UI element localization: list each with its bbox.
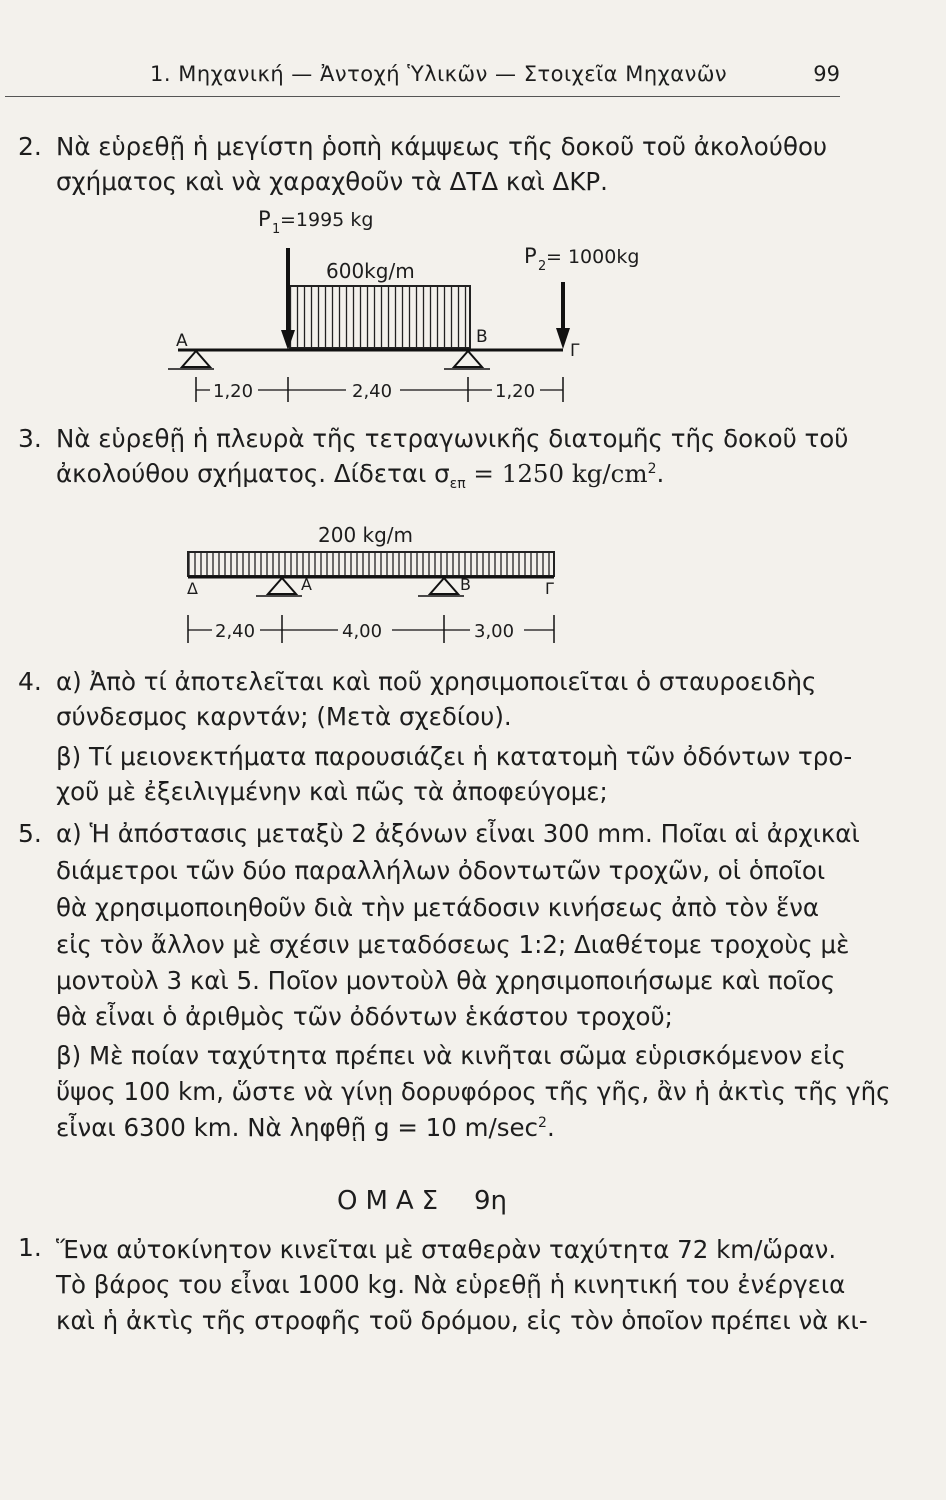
dimension-3: 1,20 [495, 381, 536, 402]
problem-5-line-4: εἰς τὸν ἄλλον μὲ σχέσιν μεταδόσεως 1:2; Διαθέτομε τροχοὺς μὲ [56, 930, 850, 959]
group-title: ΟΜΑΣ [337, 1186, 447, 1216]
problem-5-line-6: θὰ εἶναι ὁ ἀριθμὸς τῶν ὀδόντων ἑκάστου τροχοῦ; [56, 1002, 673, 1031]
problem-5-line-2: διάμετροι τῶν δύο παραλλήλων ὀδοντωτῶν τροχῶν, οἱ ὁποῖοι [56, 856, 826, 885]
p2-label: P [524, 244, 537, 268]
point-g-label-2: Γ [545, 579, 554, 598]
beam-diagram-2 [0, 500, 946, 660]
point-d-label-2: Δ [187, 579, 198, 598]
problem-5-line-9-end: . [546, 1113, 555, 1142]
problem-5-line-1: α) Ἡ ἀπόστασις μεταξὺ 2 ἀξόνων εἶναι 300 mm. Ποῖαι αἱ ἀρχικαὶ [56, 819, 860, 848]
problem-3-line-2-end: . [656, 459, 665, 488]
gravity-exponent: 2 [538, 1114, 547, 1131]
problem-4-line-3: β) Τί μειονεκτήματα παρουσιάζει ἡ κατατομὴ τῶν ὀδόντων τρο- [56, 742, 853, 771]
problem-5-line-9-text: εἶναι 6300 km. Νὰ ληφθῇ g = 10 m/sec [56, 1113, 539, 1142]
p2-arrow-head [556, 328, 570, 349]
load-label-2: 200 kg/m [318, 523, 414, 547]
problem-5-number: 5. [18, 819, 42, 848]
problem-5-line-3: θὰ χρησιμοποιηθοῦν διὰ τὴν μετάδοσιν κινήσεως ἀπὸ τὸν ἕνα [56, 893, 820, 922]
dimension-1: 1,20 [213, 381, 254, 402]
problem-4-line-4: χοῦ μὲ ἐξειλιγμένην καὶ πῶς τὰ ἀποφεύγομε; [56, 777, 608, 806]
support-b-2 [430, 578, 458, 594]
group-problem-1-number: 1. [18, 1233, 42, 1262]
group-problem-1-line-1: Ἕνα αὐτοκίνητον κινεῖται μὲ σταθερὰν ταχύτητα 72 km/ὥραν. [56, 1235, 837, 1264]
problem-3-line-1: Νὰ εὑρεθῇ ἡ πλευρὰ τῆς τετραγωνικῆς διατομῆς τῆς δοκοῦ τοῦ [56, 424, 849, 453]
dimension-2-3: 3,00 [474, 621, 515, 642]
point-a-label-2: A [301, 575, 312, 594]
distributed-load-block-2 [188, 552, 554, 576]
dimension-2-2: 4,00 [342, 621, 383, 642]
problem-3-line-2-text: ἀκολούθου σχήματος. Δίδεται σ [56, 459, 450, 488]
stress-exponent: 2 [647, 460, 657, 477]
sigma-subscript: επ [449, 475, 466, 492]
support-a-1 [182, 351, 210, 367]
support-a-2 [268, 578, 296, 594]
problem-4-number: 4. [18, 667, 42, 696]
point-g-label-1: Γ [570, 341, 580, 361]
distributed-load-block-1 [290, 286, 470, 348]
problem-5-line-8: ὕψος 100 km, ὥστε νὰ γίνῃ δορυφόρος τῆς γῆς, ἂν ἡ ἀκτὶς τῆς γῆς [56, 1077, 891, 1106]
problem-3-number: 3. [18, 424, 42, 453]
point-b-label-1: B [476, 327, 488, 347]
stress-value: = 1250 kg/cm [465, 459, 648, 488]
point-b-label-2: B [460, 575, 471, 594]
header-title: 1. Μηχανική — Ἀντοχή Ὑλικῶν — Στοιχεῖα Μηχανῶν [150, 62, 728, 86]
load-label-1: 600kg/m [326, 259, 415, 283]
problem-2-number: 2. [18, 132, 42, 161]
point-a-label-1: A [176, 331, 188, 351]
dimension-2: 2,40 [352, 381, 393, 402]
problem-2-line-1: Νὰ εὑρεθῇ ἡ μεγίστη ῥοπὴ κάμψεως τῆς δοκοῦ τοῦ ἀκολούθου [56, 132, 828, 161]
p1-value: =1995 kg [280, 209, 374, 231]
p1-label: P [258, 207, 271, 231]
problem-4-line-1: α) Ἀπὸ τί ἀποτελεῖται καὶ ποῦ χρησιμοποιεῖται ὁ σταυροειδὴς [56, 667, 817, 696]
problem-3-line-2 [56, 459, 664, 492]
problem-4-line-2: σύνδεσμος καρντάν; (Μετὰ σχεδίου). [56, 702, 512, 731]
group-problem-1-line-2: Τὸ βάρος του εἶναι 1000 kg. Νὰ εὑρεθῇ ἡ κινητική του ἐνέργεια [56, 1270, 846, 1299]
problem-5-line-5: μοντοὺλ 3 καὶ 5. Ποῖον μοντοὺλ θὰ χρησιμοποιήσωμε καὶ ποῖος [56, 966, 836, 995]
problem-2-line-2: σχήματος καὶ νὰ χαραχθοῦν τὰ ΔΤΔ καὶ ΔΚΡ. [56, 167, 608, 196]
p1-subscript: 1 [272, 222, 281, 237]
problem-5-line-7: β) Μὲ ποίαν ταχύτητα πρέπει νὰ κινῆται σῶμα εὑρισκόμενον εἰς [56, 1041, 846, 1070]
group-number: 9η [474, 1186, 508, 1216]
p2-subscript: 2 [538, 259, 547, 274]
group-problem-1-line-3: καὶ ἡ ἀκτὶς τῆς στροφῆς τοῦ δρόμου, εἰς τὸν ὁποῖον πρέπει νὰ κι- [56, 1306, 868, 1335]
beam-diagram-1 [0, 0, 946, 420]
p2-value: = 1000kg [546, 246, 640, 268]
page-number: 99 [813, 62, 840, 86]
problem-5-line-9 [56, 1113, 555, 1142]
support-b-1 [454, 351, 482, 367]
dimension-2-1: 2,40 [215, 621, 256, 642]
